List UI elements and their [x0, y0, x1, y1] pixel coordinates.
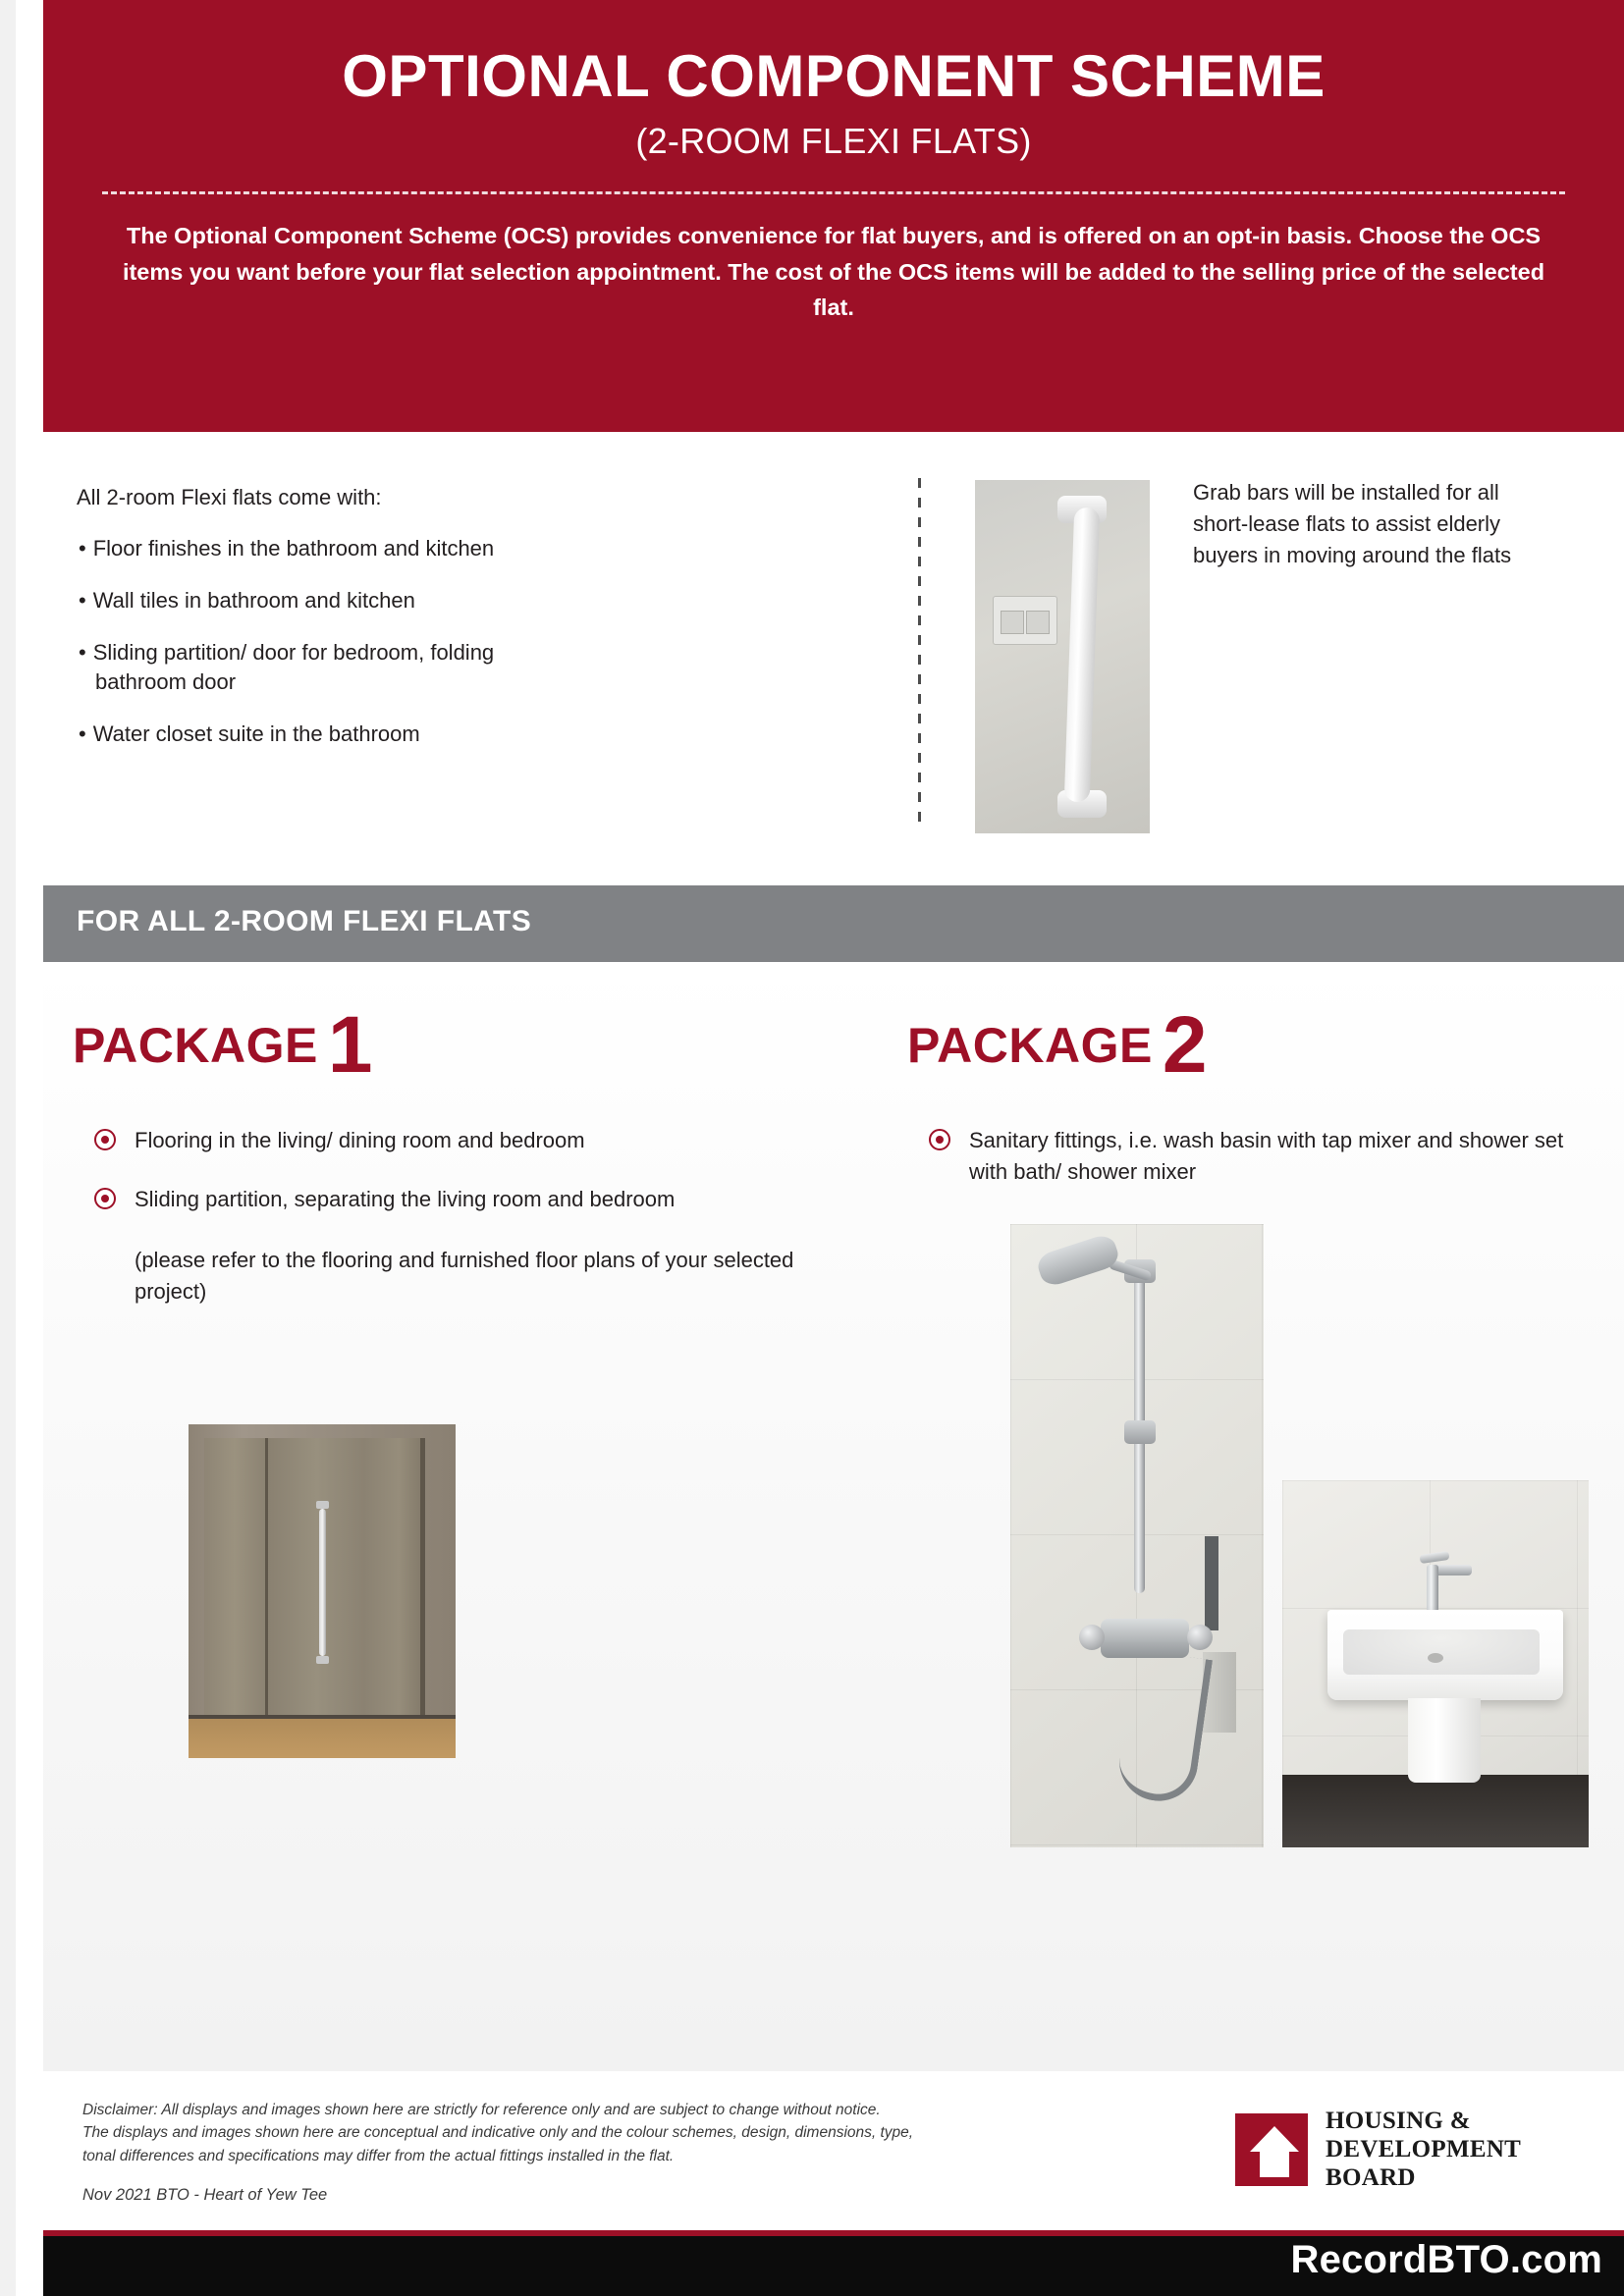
basin-photo-tap	[1427, 1565, 1438, 1612]
disclaimer-line-3: tonal differences and specifications may differ from the actual fittings installed in the flat.	[82, 2147, 675, 2164]
door-photo-handle	[319, 1509, 326, 1656]
package-1-number: 1	[327, 1000, 373, 1090]
left-edge-stripe	[0, 0, 43, 2296]
intro-lead: All 2-room Flexi flats come with:	[77, 485, 382, 509]
disclaimer-line-2: The displays and images shown here are conceptual and indicative only and the colour schemes, design, dimensions, type,	[82, 2124, 914, 2142]
door-photo-floor	[189, 1719, 456, 1758]
list-item	[77, 638, 921, 699]
hdb-logo-line-2: DEVELOPMENT	[1326, 2136, 1522, 2163]
footer-section	[43, 2071, 1624, 2228]
packages-section	[43, 962, 1624, 2071]
package-2-label: PACKAGE	[907, 1018, 1153, 1073]
wash-basin-photo	[1282, 1480, 1589, 1847]
shower-photo-strip	[1205, 1536, 1218, 1630]
list-item-label: Sliding partition, separating the living room and bedroom	[135, 1186, 676, 1211]
watermark-text: RecordBTO.com	[1290, 2238, 1602, 2281]
package-1-list	[73, 1125, 858, 1215]
radio-bullet-icon	[94, 1129, 116, 1150]
basin-photo-pedestal	[1408, 1698, 1481, 1783]
package-1	[73, 1000, 858, 1308]
package-2	[907, 1000, 1595, 1215]
package-2-list	[907, 1125, 1595, 1188]
shower-set-photo	[1010, 1224, 1264, 1847]
shower-photo-mixer-knob-left	[1079, 1625, 1105, 1650]
vertical-dashed-divider	[918, 478, 921, 831]
list-item	[73, 1184, 858, 1215]
left-edge-shadow	[0, 0, 16, 2296]
basin-photo-drain	[1428, 1653, 1443, 1663]
grab-bar-photo	[975, 480, 1150, 833]
list-item-label: Flooring in the living/ dining room and bedroom	[135, 1128, 585, 1152]
list-item	[77, 534, 921, 564]
bullet-glyph: •	[79, 536, 86, 561]
hdb-logo-line-1: HOUSING &	[1326, 2108, 1471, 2134]
package-2-title	[907, 1000, 1595, 1090]
bullet-glyph: •	[79, 587, 86, 613]
package-1-label: PACKAGE	[73, 1018, 318, 1073]
door-photo-seam	[265, 1438, 268, 1733]
page-title: OPTIONAL COMPONENT SCHEME	[342, 43, 1326, 109]
shower-photo-mixer	[1101, 1619, 1189, 1658]
shower-photo-mixer-knob-right	[1187, 1625, 1213, 1650]
list-item-label: Water closet suite in the bathroom	[92, 721, 420, 747]
package-1-note: (please refer to the flooring and furnished floor plans of your selected project)	[135, 1247, 794, 1304]
disclaimer-text	[82, 2099, 1143, 2167]
list-item-label: Sanitary fittings, i.e. wash basin with tap mixer and shower set with bath/ shower mixer	[969, 1128, 1564, 1184]
wall-switch	[993, 596, 1057, 645]
header-divider	[102, 191, 1565, 194]
list-item-label-continued: bathroom door	[95, 669, 237, 695]
list-item	[73, 1125, 858, 1156]
header-banner	[43, 0, 1624, 432]
intro-text-block	[77, 485, 921, 772]
disclaimer-line-1: Disclaimer: All displays and images shown here are strictly for reference only and are subject to change without notice.	[82, 2102, 881, 2118]
bullet-glyph: •	[79, 721, 86, 747]
list-item-label: Sliding partition/ door for bedroom, folding	[92, 639, 495, 665]
basin-photo-bowl	[1343, 1629, 1540, 1675]
page-subtitle: (2-ROOM FLEXI FLATS)	[635, 121, 1032, 162]
list-item-label: Floor finishes in the bathroom and kitchen	[92, 536, 495, 561]
hdb-logo-text	[1326, 2107, 1521, 2192]
basin-photo-floor	[1282, 1775, 1589, 1847]
list-item	[907, 1125, 1595, 1188]
edition-text: Nov 2021 BTO - Heart of Yew Tee	[82, 2186, 328, 2204]
package-1-title	[73, 1000, 858, 1090]
grab-bar-caption: Grab bars will be installed for all short-lease flats to assist elderly buyers in moving around the flats	[1193, 480, 1512, 567]
bullet-glyph: •	[79, 639, 86, 665]
hdb-logo	[1235, 2107, 1521, 2192]
section-band-label: FOR ALL 2-ROOM FLEXI FLATS	[77, 905, 532, 937]
section-band	[0, 885, 1624, 962]
grab-bar-rail	[1064, 507, 1100, 803]
list-item	[77, 720, 921, 750]
list-item	[77, 586, 921, 616]
shower-photo-bracket-bottom	[1124, 1420, 1156, 1444]
hdb-house-icon	[1235, 2113, 1308, 2186]
hdb-logo-line-3: BOARD	[1326, 2164, 1416, 2191]
list-item-label: Wall tiles in bathroom and kitchen	[92, 587, 415, 613]
door-photo-panel	[204, 1438, 425, 1733]
sliding-door-photo	[189, 1424, 456, 1758]
package-2-number: 2	[1162, 1000, 1208, 1090]
radio-bullet-icon	[929, 1129, 950, 1150]
radio-bullet-icon	[94, 1188, 116, 1209]
header-description: The Optional Component Scheme (OCS) provides convenience for flat buyers, and is offered on an opt-in basis. Choose the OCS items you want before your flat selection appointment. The cost of the OCS items will be added to the selling price of the selected flat.	[122, 223, 1545, 321]
